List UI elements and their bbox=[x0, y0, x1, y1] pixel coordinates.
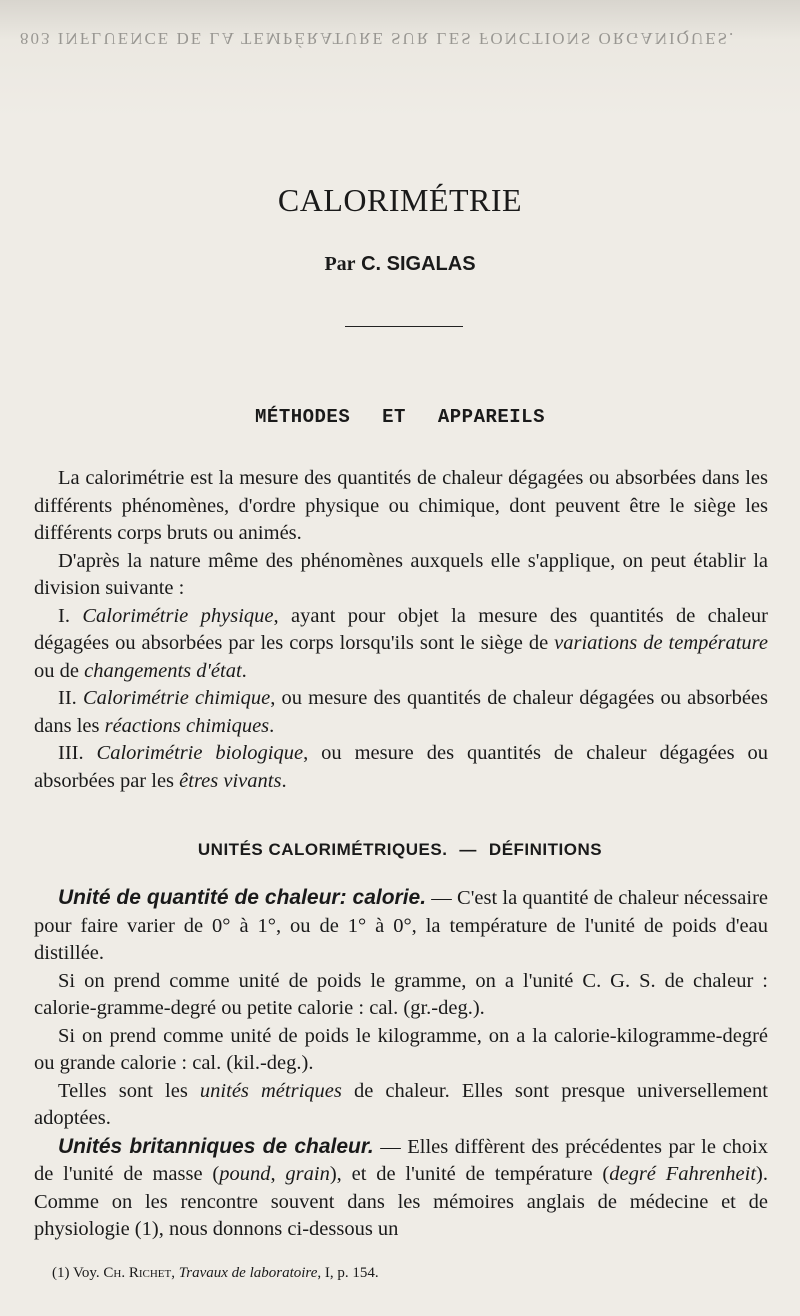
division-text: D'après la nature même des phénomènes auxquels elle s'applique, on peut établir la division suivante : bbox=[34, 549, 768, 599]
footnote-mark: (1) Voy. bbox=[52, 1265, 100, 1281]
calorie-term: Unité de quantité de chaleur: calorie. bbox=[58, 886, 427, 909]
item-emphasis: variations de température bbox=[554, 632, 768, 654]
gramme-paragraph bbox=[34, 968, 768, 1023]
section-heading-word: MÉTHODES bbox=[255, 406, 351, 428]
page-title: CALORIMÉTRIE bbox=[277, 182, 523, 218]
division-item-2 bbox=[34, 685, 768, 740]
item-emphasis: changements d'état bbox=[84, 659, 242, 682]
metric-text: de chaleur. Elles sont presque universellement adoptées. bbox=[34, 1079, 768, 1129]
item-term: Calorimétrie chimique bbox=[82, 687, 271, 709]
british-text: — Elles diffèrent des précédentes par le choix de l'unité de masse ( bbox=[34, 1135, 769, 1185]
author-line bbox=[0, 253, 800, 276]
british-text: ). Comme on les rencontre souvent dans les mémoires anglais de médecine et de physiologie (1), nous donnons ci-dessous un bbox=[34, 1163, 768, 1240]
item-number: III. bbox=[58, 742, 84, 764]
british-emphasis: degré Fahrenheit bbox=[609, 1163, 757, 1185]
author-name: C. SIGALAS bbox=[361, 253, 476, 275]
author-prefix: Par bbox=[324, 253, 356, 275]
title-rule bbox=[345, 326, 463, 327]
item-text: , ayant pour objet la mesure des quantités de chaleur dégagées ou absorbées par les corps lorsqu'ils sont le siège de bbox=[34, 604, 768, 654]
units-block bbox=[34, 884, 768, 1244]
division-item-3 bbox=[34, 740, 768, 795]
units-heading-left: UNITÉS CALORIMÉTRIQUES. bbox=[197, 840, 448, 859]
item-text: . bbox=[241, 659, 247, 682]
footnote-rest: , I, p. 154. bbox=[317, 1265, 379, 1281]
footnote bbox=[52, 1265, 379, 1282]
metric-emphasis: unités métriques bbox=[199, 1079, 342, 1102]
item-text: . bbox=[269, 714, 275, 737]
units-heading bbox=[0, 840, 800, 860]
section-heading-word: ET bbox=[382, 406, 406, 428]
calorie-definition bbox=[34, 884, 768, 968]
item-text: ou de bbox=[34, 659, 85, 682]
gramme-text: Si on prend comme unité de poids le gramme, on a l'unité C. G. S. de chaleur : calorie-gramme-degré ou petite calorie : cal. (gr.-deg.). bbox=[34, 969, 768, 1019]
calorie-text: — C'est la quantité de chaleur nécessaire pour faire varier de 0° à 1°, ou de 1° à 0°, la température de l'unité de poids d'eau distillée. bbox=[34, 887, 768, 964]
intro-block bbox=[34, 465, 768, 795]
item-term: Calorimétrie biologique bbox=[96, 742, 304, 764]
item-term: Calorimétrie physique bbox=[82, 604, 274, 627]
bleed-through-header: 803 INFLUENCE DE LA TEMPÉRATURE SUR LES FONCTIONS ORGANIQUES. bbox=[20, 29, 736, 48]
item-text: , ou mesure des quantités de chaleur dégagées ou absorbées par les bbox=[34, 742, 769, 792]
section-heading bbox=[0, 406, 800, 428]
british-term: Unités britanniques de chaleur. bbox=[58, 1134, 374, 1158]
units-heading-dash: — bbox=[459, 840, 477, 859]
british-emphasis: pound bbox=[219, 1163, 271, 1185]
division-paragraph bbox=[34, 548, 768, 603]
british-text: ), et de l'unité de température ( bbox=[329, 1163, 610, 1185]
british-units-paragraph bbox=[34, 1133, 768, 1244]
division-item-1 bbox=[34, 603, 768, 686]
item-number: I. bbox=[58, 604, 70, 627]
units-heading-right: DÉFINITIONS bbox=[488, 840, 603, 859]
section-heading-word: APPAREILS bbox=[437, 406, 545, 428]
kilogramme-paragraph bbox=[34, 1023, 768, 1078]
metric-text: Telles sont les bbox=[58, 1079, 200, 1102]
kilogramme-text: Si on prend comme unité de poids le kilogramme, on a la calorie-kilogramme-degré ou grande calorie : cal. (kil.-deg.). bbox=[34, 1024, 768, 1074]
intro-text: La calorimétrie est la mesure des quantités de chaleur dégagées ou absorbées dans les différents phénomènes, d'ordre physique ou chimique, dont peuvent être le siège les différents corps bruts ou animés. bbox=[34, 467, 768, 544]
item-emphasis: êtres vivants bbox=[179, 769, 282, 792]
footnote-author: Ch. Richet, bbox=[103, 1265, 175, 1281]
item-emphasis: réactions chimiques bbox=[104, 714, 270, 737]
metric-paragraph bbox=[34, 1078, 768, 1133]
item-number: II. bbox=[58, 687, 77, 709]
british-text: , bbox=[270, 1163, 286, 1185]
british-emphasis: grain bbox=[285, 1163, 330, 1185]
intro-paragraph bbox=[34, 465, 768, 548]
item-text: , ou mesure des quantités de chaleur dégagées ou absorbées dans les bbox=[34, 687, 768, 737]
item-text: . bbox=[281, 769, 287, 792]
footnote-work: Travaux de laboratoire bbox=[178, 1265, 318, 1281]
